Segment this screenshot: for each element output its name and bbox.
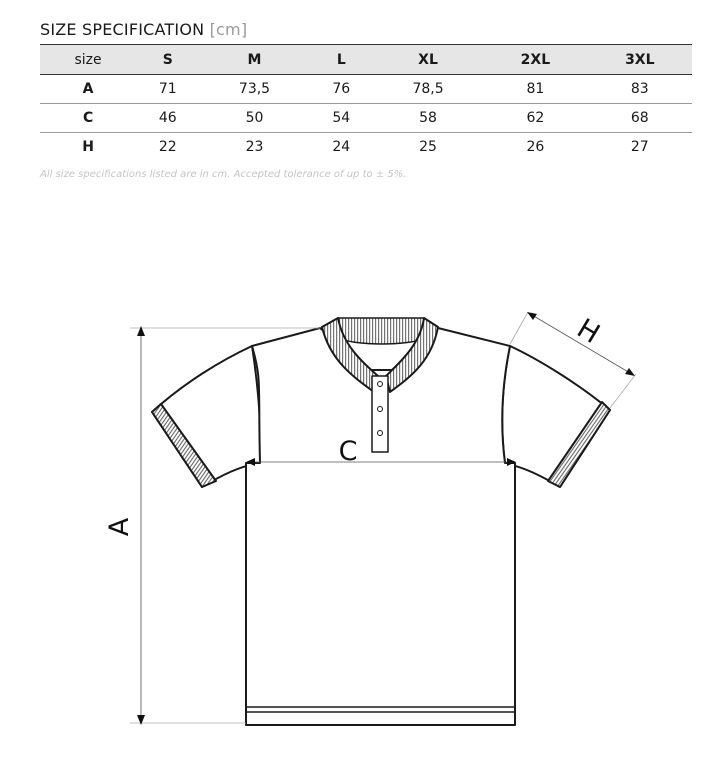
polo-shirt-icon [152,318,610,725]
table-cell: 27 [630,139,649,155]
placket [372,376,388,452]
table-cell: 81 [483,75,587,104]
table-cell: 54 [310,104,373,133]
row-label: H [82,139,94,155]
collar-back [338,318,426,344]
column-header-2xl: 2XL [483,45,587,75]
button [378,431,383,436]
column-header-size: size [40,45,136,75]
table-cell: 83 [588,75,692,104]
table-cell: 68 [588,104,692,133]
title-unit: [cm] [209,20,248,39]
table-cell: 24 [332,139,351,155]
table-cell: 76 [310,75,373,104]
table-cell: 71 [136,75,199,104]
tolerance-note: All size specifications listed are in cm. Accepted tolerance of up to ± 5%. [40,169,407,180]
button [378,407,383,412]
row-label: A [40,75,136,104]
table-cell: 26 [526,139,545,155]
dimension-label-h: H [571,313,605,351]
row-label: C [40,104,136,133]
dimension-label-c: C [338,436,358,467]
table-cell: 58 [373,104,483,133]
dimension-label-a: A [104,517,135,537]
table-cell: 73,5 [199,75,309,104]
table-cell: 62 [483,104,587,133]
button [378,382,383,387]
column-header-l: L [310,45,373,75]
title-text: SIZE SPECIFICATION [40,20,205,39]
table-cell: 50 [199,104,309,133]
column-header-s: S [136,45,199,75]
column-header-3xl: 3XL [588,45,692,75]
table-cell: 46 [136,104,199,133]
table-cell: 78,5 [373,75,483,104]
table-cell: 23 [245,139,264,155]
column-header-m: M [199,45,309,75]
table-cell: 22 [158,139,177,155]
column-header-xl: XL [373,45,483,75]
table-cell: 25 [419,139,437,155]
